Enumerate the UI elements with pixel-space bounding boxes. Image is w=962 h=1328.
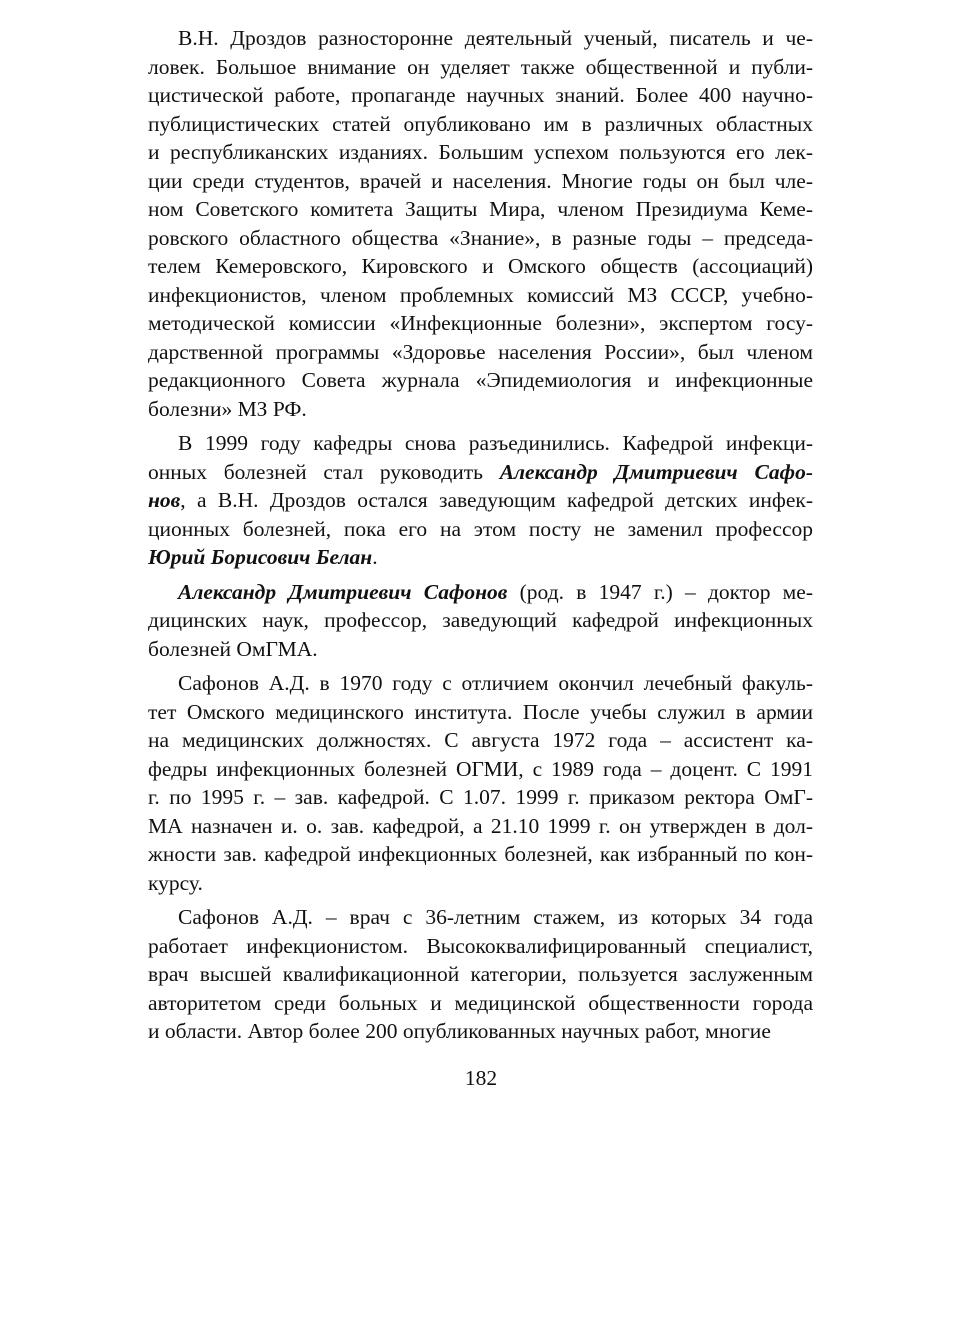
text-line xyxy=(148,669,813,698)
text-line xyxy=(148,281,813,310)
text-line xyxy=(148,543,813,572)
text-line xyxy=(148,486,813,515)
text-run: ровского областного общества «Знание», в разные годы – председа- xyxy=(148,225,813,250)
text-run: (род. в 1947 г.) – доктор ме- xyxy=(507,579,813,604)
text-run: В 1999 году кафедры снова разъединились. Кафедрой инфекци- xyxy=(178,431,813,455)
text-run: телем Кемеровского, Кировского и Омского обществ (ассоциаций) xyxy=(148,254,813,278)
text-line xyxy=(148,726,813,755)
text-line xyxy=(148,224,813,253)
text-run: болезней ОмГМА. xyxy=(148,636,318,661)
text-line xyxy=(148,309,813,338)
text-line xyxy=(148,1017,813,1046)
text-run: тет Омского медицинского института. После учебы служил в армии xyxy=(148,699,813,724)
text-run: методической комиссии «Инфекционные болезни», экспертом госу- xyxy=(148,311,813,335)
text-run: федры инфекционных болезней ОГМИ, с 1989 года – доцент. С 1991 xyxy=(148,756,813,781)
text-line xyxy=(148,167,813,196)
text-run: публицистических статей опубликовано им в различных областных xyxy=(148,111,813,136)
text-run: МА назначен и. о. зав. кафедрой, а 21.10 1999 г. он утвержден в дол- xyxy=(148,813,813,838)
text-run: ционных болезней, пока его на этом посту не заменил профессор xyxy=(148,516,813,541)
text-run: и республиканских изданиях. Большим успехом пользуются его лек- xyxy=(148,140,813,164)
paragraph xyxy=(148,429,813,572)
text-run: жности зав. кафедрой инфекционных болезней, как избранный по кон- xyxy=(148,842,813,866)
text-run: курсу. xyxy=(148,870,203,895)
text-line xyxy=(148,840,813,869)
text-line xyxy=(148,458,813,487)
text-run: авторитетом среди больных и медицинской общественности города xyxy=(148,990,813,1015)
text-line xyxy=(148,635,813,664)
text-line xyxy=(148,903,813,932)
text-line xyxy=(148,989,813,1018)
paragraph xyxy=(148,669,813,897)
text-line xyxy=(148,755,813,784)
text-run: врач высшей квалификационной категории, пользуется заслуженным xyxy=(148,962,813,986)
text-run: . xyxy=(372,545,378,569)
paragraph xyxy=(148,578,813,664)
text-line xyxy=(148,869,813,898)
text-run: редакционного Совета журнала «Эпидемиология и инфекционные xyxy=(148,368,813,392)
text-line xyxy=(148,783,813,812)
text-run: дицинских наук, профессор, заведующий кафедрой инфекционных xyxy=(148,608,813,632)
text-run: работает инфекционистом. Высококвалифицированный специалист, xyxy=(148,933,813,958)
text-run: онных болезней стал руководить xyxy=(148,459,500,484)
text-run: дарственной программы «Здоровье населения России», был членом xyxy=(148,339,813,364)
text-line xyxy=(148,24,813,53)
text-line xyxy=(148,429,813,458)
text-line xyxy=(148,138,813,167)
text-run: на медицинских должностях. С августа 1972 года – ассистент ка- xyxy=(148,728,813,752)
text-line xyxy=(148,110,813,139)
text-run: В.Н. Дроздов разносторонне деятельный ученый, писатель и че- xyxy=(178,26,813,50)
text-line xyxy=(148,932,813,961)
text-line xyxy=(148,338,813,367)
text-run: ловек. Большое внимание он уделяет также общественной и публи- xyxy=(148,54,813,79)
text-run: г. по 1995 г. – зав. кафедрой. С 1.07. 1999 г. приказом ректора ОмГ- xyxy=(148,785,813,809)
text-line xyxy=(148,515,813,544)
text-line xyxy=(148,960,813,989)
paragraph xyxy=(148,903,813,1046)
text-line xyxy=(148,606,813,635)
emphasized-name: Александр Дмитриевич Сафонов xyxy=(178,579,508,604)
paragraph xyxy=(148,24,813,423)
text-run: болезни» МЗ РФ. xyxy=(148,396,307,421)
text-line xyxy=(148,395,813,424)
text-line xyxy=(148,81,813,110)
text-line xyxy=(148,53,813,82)
body-text xyxy=(148,24,813,1052)
text-run: ции среди студентов, врачей и населения. Многие годы он был чле- xyxy=(148,168,813,193)
text-run: и области. Автор более 200 опубликованных научных работ, многие xyxy=(148,1019,771,1043)
emphasized-name: Юрий Борисович Белан xyxy=(148,545,373,569)
text-line xyxy=(148,366,813,395)
emphasized-name: Александр Дмитриевич Сафо- xyxy=(499,459,813,484)
text-line xyxy=(148,252,813,281)
text-line xyxy=(148,812,813,841)
text-run: Сафонов А.Д. в 1970 году с отличием окончил лечебный факуль- xyxy=(178,671,813,695)
text-line xyxy=(148,578,813,607)
emphasized-name: нов xyxy=(148,488,181,512)
text-run: инфекционистов, членом проблемных комиссий МЗ СССР, учебно- xyxy=(148,282,813,307)
text-run: , а В.Н. Дроздов остался заведующим кафедрой детских инфек- xyxy=(180,488,813,512)
text-run: Сафонов А.Д. – врач с 36-летним стажем, из которых 34 года xyxy=(178,905,813,929)
text-line xyxy=(148,195,813,224)
text-line xyxy=(148,698,813,727)
text-run: ном Советского комитета Защиты Мира, членом Президиума Кеме- xyxy=(148,197,813,221)
page-number: 182 xyxy=(464,1066,498,1090)
text-run: цистической работе, пропаганде научных знаний. Более 400 научно- xyxy=(148,83,813,107)
